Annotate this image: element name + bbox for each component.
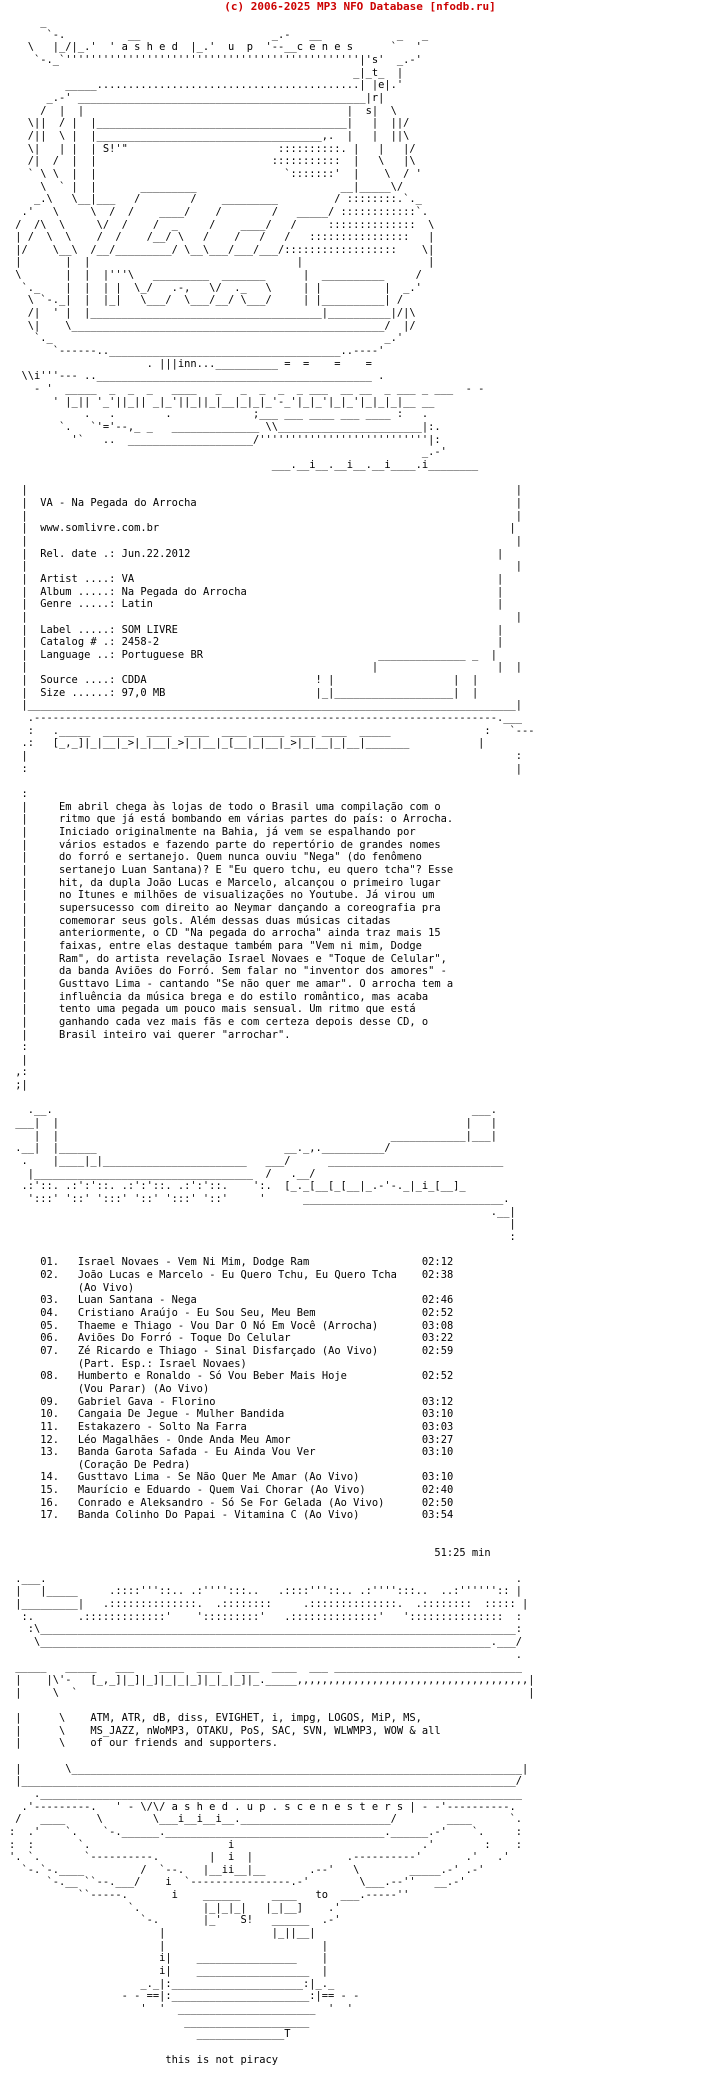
ascii-art-line: _._|:_____________________:|_._ xyxy=(140,1977,335,1990)
track-title: Cangaia De Jegue - Mulher Bandida xyxy=(77,1408,285,1421)
track-time: 02:59 xyxy=(421,1344,454,1357)
track-time: 03:27 xyxy=(421,1433,454,1446)
ascii-art-line: \| | | | S!'" ::::::::::. | | |/ xyxy=(27,142,416,155)
ascii-art-line: .__. ___. xyxy=(27,1104,497,1117)
ascii-art-line: /|| \ | |____________________________________,. | | ||\ xyxy=(27,129,410,142)
tracklist-row xyxy=(9,1282,422,1294)
description-line: Iniciado originalmente na Bahia, já vem se espalhando por xyxy=(59,826,416,838)
description-line: supersucesso com direito ao Neymar dançando a coreografia pra xyxy=(59,901,441,914)
track-number: 12. xyxy=(40,1433,60,1446)
ascii-art-line: |_________| .::::::::::::::. .:::::::: .::::::::::::::. .:::::::: ::::: | xyxy=(15,1598,529,1611)
nfo-document xyxy=(9,16,711,2096)
ascii-art-line: | |\'- [_,_]|_]|_]|_|_|_]|_|_|_]|_._____,,,,,,,,,,,,,,,,,,,,,,,,,,,,,,,,,,,,,| xyxy=(15,1673,535,1686)
ascii-art-line: | |_||__| xyxy=(159,1927,316,1940)
tracklist-row xyxy=(9,1446,453,1458)
track-number: 05. xyxy=(40,1319,60,1332)
track-time: 02:50 xyxy=(421,1496,454,1509)
ascii-art-line: | / \ \ / / /__/ \ / / / / :::::::::::::::: | xyxy=(15,231,435,244)
track-title: Maurício e Eduardo - Quem Vai Chorar (Ao Vivo) xyxy=(77,1484,366,1497)
ascii-art-line: |_______________________________________________________________________________/ xyxy=(15,1775,522,1788)
ascii-art-line: / /\ \ \/ / / _ / ____/ / :::::::::::::: \ xyxy=(15,218,435,231)
ascii-art-line: |/ \__\ /__/_________/ \__\___/___/___/:::::::::::::::::: \| xyxy=(15,243,435,256)
description-line: do forró e sertanejo. Quem nunca ouviu "Nega" (do fenômeno xyxy=(59,851,422,864)
description-line: faixas, entre elas destaque também para "Vem ni mim, Dodge xyxy=(59,939,422,952)
ascii-art-line: `. |_|_|_| |_|__] .' xyxy=(127,1901,341,1914)
track-title: (Ao Vivo) xyxy=(77,1281,135,1294)
label-value: SOM LIVRE xyxy=(121,623,178,636)
description-line: anteriormente, o CD "Na pegada do arrocha" ainda traz mais 15 xyxy=(59,927,441,940)
ascii-art-line: /| ' | |_____________________________________|__________|/|\ xyxy=(27,307,416,320)
description-line: da banda Aviões do Forró. Sem falar no "inventor dos amores" - xyxy=(59,965,447,978)
track-title: Thaeme e Thiago - Vou Dar O Nó Em Você (Arrocha) xyxy=(77,1319,379,1332)
tracklist-row xyxy=(9,1421,453,1433)
track-title: Gusttavo Lima - Se Não Quer Me Amar (Ao Vivo) xyxy=(77,1471,360,1484)
ascii-header-logo xyxy=(9,16,484,471)
ascii-art-line: | \ ` | xyxy=(15,1686,535,1699)
tracklist-row xyxy=(9,1370,453,1382)
ascii-art-line: | : xyxy=(21,750,522,763)
ascii-art-line: / | | | s| \ xyxy=(40,104,397,117)
ascii-art-line: \ `-._| | |_| \___/ \___/__/ \___/ | |__________| / xyxy=(27,294,404,307)
track-title: Israel Novaes - Vem Ni Mim, Dodge Ram xyxy=(77,1256,310,1269)
track-number: 06. xyxy=(40,1332,60,1345)
track-title: Gabriel Gava - Florino xyxy=(77,1395,216,1408)
ascii-art-line: i| __________________ | xyxy=(159,1965,329,1978)
tracklist-row xyxy=(9,1332,453,1344)
ascii-art-line: : .' `. `-.______.___________________________________.______.-' `. : xyxy=(9,1825,522,1838)
tracklist-row xyxy=(9,1509,453,1521)
ascii-art-line: ___| | | | xyxy=(15,1117,497,1130)
info-box: | | | VA - Na Pegada do Arrocha | | | | www.somlivre.com.br | | | | Rel. date .: Jun.22.2012 | | | | Artist ....: VA | | Album .....: Na Pegada do Arrocha | | Genre .....: Latin | | | | Label .....: SOM LIVRE | | Catalog # .: 2458-2 | | Language ..: Portuguese BR ______________ _ | | | | | | Source ....: CDDA ! | | | | Size ......: 97,0 MB |_|___________________| | |______________________________________________________________________________| xyxy=(21,484,522,712)
tracklist-row xyxy=(9,1320,453,1332)
ascii-art-line: ' |_|| '_'||_|| _|_'||_||_|__|_|_|_'-_'|_|_'|_|_'|_|_|_|__ __ xyxy=(52,395,435,408)
description-line: ganhando cada vez mais fãs e com certeza depois desse CD, o xyxy=(59,1015,429,1028)
track-number: 10. xyxy=(40,1408,60,1421)
ascii-art-line: .__| xyxy=(490,1205,516,1218)
tracklist-row xyxy=(9,1269,453,1281)
ascii-art-line: . |____|_|_______________________ ___/ ____________________________ xyxy=(21,1155,504,1168)
ascii-art-line: \|| / | |________________________________________| | ||/ xyxy=(27,117,410,130)
ascii-art-line: .__| |______ __._,.__________/ xyxy=(15,1142,391,1155)
track-title: Banda Garota Safada - Eu Ainda Vou Ver xyxy=(77,1446,316,1459)
description-line: Em abril chega às lojas de todo o Brasil uma compilação com o xyxy=(59,800,441,813)
track-time: 03:10 xyxy=(421,1446,454,1459)
track-title: Estakazero - Solto Na Farra xyxy=(77,1420,247,1433)
description-line: comemorar seus gols. Além dessas duas músicas citadas xyxy=(59,914,391,927)
album-label: Album .....: xyxy=(40,585,116,598)
total-time: 51:25 min xyxy=(434,1547,491,1560)
track-title: (Part. Esp.: Israel Novaes) xyxy=(77,1357,247,1370)
track-time: 03:10 xyxy=(421,1408,454,1421)
ascii-art-line: | | ____________|___| xyxy=(34,1129,497,1142)
ascii-art-line: \\i'''--- ..____________________________________________ . xyxy=(21,370,385,383)
source-value: CDDA xyxy=(121,674,147,687)
ascii-art-line: :\____________________________________________________________________________: xyxy=(27,1623,522,1636)
ascii-art-line: `-._`'''''''''''''''''''''''''''''''''''''''''''''''|'s' _.-' xyxy=(34,53,422,66)
ascii-art-line: . . . ;___ ___ ____ ___ ____ : . xyxy=(84,408,429,421)
track-title: Aviões Do Forró - Toque Do Celular xyxy=(77,1332,291,1345)
ascii-art-line: : | xyxy=(21,762,522,775)
rel-date-label: Rel. date .: xyxy=(40,547,116,560)
track-number: 14. xyxy=(40,1471,60,1484)
description-line: vários estados e fazendo parte do repertório de grandes nomes xyxy=(59,838,441,851)
release-title: VA - Na Pegada do Arrocha xyxy=(40,496,197,509)
track-time: 02:12 xyxy=(421,1256,454,1269)
ascii-art-line: i| ________________ | xyxy=(159,1952,329,1965)
ascii-art-line: - - ==|:______________________:|== - - xyxy=(121,1990,360,2003)
ascii-art-line: _.-' ______________________________________________|r| xyxy=(46,91,385,104)
ascii-art-line: _|_t_ | xyxy=(353,66,404,79)
ascii-art-line: ' ' ______________________ ' ' xyxy=(140,2003,354,2016)
ascii-footer xyxy=(9,1763,528,2041)
ascii-art-line: - ' _____ _ _ _ ____ _ _ _ _ _ ___ __ __ _ ___ _ ___ - - xyxy=(34,383,485,396)
ascii-art-line: `._ _.' xyxy=(34,332,404,345)
ascii-art-line: \________________________________________________________________________.___/ xyxy=(34,1636,522,1648)
size-value: 97,0 MB xyxy=(121,686,166,699)
track-number: 16. xyxy=(40,1496,60,1509)
description-line: tento uma pegada um pouco mais sensual. Um ritmo que está xyxy=(59,1003,416,1016)
ascii-art-line: . |||inn...__________ = = = = xyxy=(146,357,372,370)
artist-label: Artist ....: xyxy=(40,572,116,585)
description-line: Ram", do artista revelação Israel Novaes e "Toque de Celular", xyxy=(59,952,447,965)
ascii-art-line: \ ` | | _________ __|_____\/ xyxy=(40,180,404,193)
ascii-art-line: `-. __ _.- __ _ _ xyxy=(46,28,429,41)
track-title: João Lucas e Marcelo - Eu Quero Tchu, Eu Quero Tcha xyxy=(77,1268,397,1281)
track-title: Conrado e Aleksandro - Só Se For Gelada (Ao Vivo) xyxy=(77,1496,385,1509)
rel-date-value: Jun.22.2012 xyxy=(121,547,191,560)
description-line: influência da música brega e do estilo romântico, mas acaba xyxy=(59,990,429,1003)
ascii-art-line: | | | | | xyxy=(15,256,435,269)
tracklist-row xyxy=(9,1294,453,1306)
track-time: 02:52 xyxy=(421,1306,454,1319)
tracklist-row xyxy=(9,1459,422,1471)
ascii-art-line: \ |_/|_.' ' a s h e d |_.' u p '--__c e n e s ` ' xyxy=(27,41,422,54)
ascii-art-line: \ | | |'''\ _________ _______ | __________ / xyxy=(15,269,422,282)
tracklist-row xyxy=(9,1383,422,1395)
tracklist-row xyxy=(9,1307,453,1319)
tracklist-row xyxy=(9,1256,453,1268)
album-value: Na Pegada do Arrocha xyxy=(121,585,247,598)
ascii-art-line: `. `'='--,_ _ ______________ \\_______________________|:. xyxy=(59,421,441,433)
ascii-art-line: ``-----. i ______ ____ to ___.-----'' xyxy=(77,1889,410,1902)
track-time: 03:22 xyxy=(421,1332,454,1345)
track-time: 02:38 xyxy=(421,1268,454,1281)
track-number: 04. xyxy=(40,1306,60,1319)
description-line: no Itunes e milhões de visualizações no Youtube. Já virou um xyxy=(59,889,435,902)
track-number: 08. xyxy=(40,1370,60,1383)
ascii-art-line: .: [_,_]|_|__|_>|_|__|_>|_|__|_[__|_|__|_>|_|__|_|__|_______ | xyxy=(21,737,485,750)
greets-line: ATM, ATR, dB, diss, EVIGHET, i, impg, LOGOS, MiP, MS, xyxy=(90,1711,422,1724)
ascii-art-line: _____ _____ ___ ____ ____ ____ ____ ___ ______________________________ xyxy=(15,1661,522,1674)
ascii-art-line: ______________T xyxy=(196,2028,291,2041)
description-line: hit, da dupla João Lucas e Marcelo, alcançou o primeiro lugar xyxy=(59,876,441,889)
track-number: 07. xyxy=(40,1344,60,1357)
tracklist xyxy=(9,1256,453,1521)
ascii-art-line: '. `. `----------. | i | .----------' .' .' xyxy=(9,1851,510,1864)
track-title: Banda Colinho Do Papai - Vitamina C (Ao Vivo) xyxy=(77,1509,360,1522)
track-number: 01. xyxy=(40,1256,60,1269)
description-line: sertanejo Luan Santana)? E "Eu quero tchu, eu quero tcha"? Esse xyxy=(59,863,454,876)
tracklist-row xyxy=(9,1358,422,1370)
catalog-label: Catalog # .: xyxy=(40,636,116,649)
track-time: 03:12 xyxy=(421,1395,454,1408)
ascii-art-line: .--------------------------------------------------------------------------.___ xyxy=(27,712,522,725)
tracklist-row xyxy=(9,1434,453,1446)
ascii-art-line: `------.._____________________________________..----' xyxy=(52,345,385,358)
ascii-art-line: : : `. i .' : : xyxy=(9,1838,522,1851)
track-number: 17. xyxy=(40,1509,60,1522)
description-section: : | Em abril chega às lojas de todo o Brasil uma compilação com o | ritmo que já está bombando em várias partes do país: o Arrocha. | Iniciado originalmente na Bahia, já vem se espalhando por | vários estados e fazendo parte do repertório de grandes nomes | do forró e sertanejo. Quem nunca ouviu "Nega" (do fenômeno | sertanejo Luan Santana)? E "Eu quero tchu, eu quero tcha"? Esse | hit, da dupla João Lucas e Marcelo, alcançou o primeiro lugar | no Itunes e milhões de visualizações no Youtube. Já virou um | supersucesso com direito ao Neymar dançando a coreografia pra | comemorar seus gols. Além dessas duas músicas citadas | anteriormente, o CD "Na pegada do arrocha" ainda traz mais 15 | faixas, entre elas destaque também para "Vem ni mim, Dodge | Ram", do artista revelação Israel Novaes e "Toque de Celular", | da banda Aviões do Forró. Sem falar no "inventor dos amores" - | Gusttavo Lima - cantando "Se não quer me amar". O arrocha tem a | influência da música brega e do estilo romântico, mas acaba | tento uma pegada um pouco mais sensual. Um ritmo que está | ganhando cada vez mais fãs e com certeza depois desse CD, o | Brasil inteiro vai querer "arrochar". : | ,: ;| xyxy=(9,788,454,1092)
website: www.somlivre.com.br xyxy=(40,522,160,535)
artist-value: VA xyxy=(121,572,135,585)
tracklist-divider xyxy=(9,1104,516,1243)
track-number: 15. xyxy=(40,1484,60,1497)
ascii-art-line: `-.__ ``--.___/ i `----------------.-' \___.--'' __.-' xyxy=(46,1876,466,1889)
tracklist-row xyxy=(9,1345,453,1357)
catalog-value: 2458-2 xyxy=(121,636,160,649)
track-time: 03:10 xyxy=(421,1471,454,1484)
label-label: Label .....: xyxy=(40,623,116,636)
ascii-art-line: .'---------. ' - \/\/ a s h e d . u p . s c e n e s t e r s | - -'----------. xyxy=(21,1800,516,1813)
site-credit: (c) 2006-2025 MP3 NFO Database [nfodb.ru] xyxy=(224,0,496,13)
track-time: 03:54 xyxy=(421,1509,454,1522)
ascii-art-line: ._____________________________________________________________________________ xyxy=(34,1787,522,1800)
ascii-art-line: | | xyxy=(159,1939,329,1952)
ascii-art-line: .___. . xyxy=(15,1572,522,1585)
track-title: (Vou Parar) (Ao Vivo) xyxy=(77,1382,210,1395)
track-title: Luan Santana - Nega xyxy=(77,1294,197,1307)
source-label: Source ....: xyxy=(40,674,116,687)
ascii-art-line: | \________________________________________________________________________| xyxy=(15,1762,529,1775)
track-number: 02. xyxy=(40,1268,60,1281)
track-number: 03. xyxy=(40,1294,60,1307)
ascii-art-line: ` \ \ | | `:::::::' | \ / ' xyxy=(27,167,422,180)
ascii-art-line: ':::' '::' ':::' '::' ':::' '::' ' ________________________________. xyxy=(27,1193,510,1206)
description-line: Gusttavo Lima - cantando "Se não quer me amar". O arrocha tem a xyxy=(59,977,454,990)
ascii-art-line: _ xyxy=(40,16,47,28)
ascii-art-line: | xyxy=(509,1218,516,1231)
tracklist-row xyxy=(9,1408,453,1420)
not-piracy-text: this is not piracy xyxy=(165,2053,279,2066)
ascii-art-line: |___________________________________ / .__/ xyxy=(27,1167,316,1180)
track-number: 09. xyxy=(40,1395,60,1408)
ascii-art-line: ___.__i__.__i__.__i____.i________ xyxy=(271,458,479,471)
tracklist-row xyxy=(9,1396,453,1408)
ascii-art-line: _.-' xyxy=(421,446,447,459)
track-time: 02:52 xyxy=(421,1370,454,1383)
ascii-art-line: : ._____ _____ ____ ____ ____ _____ ____ ____ _____ : `--- xyxy=(27,724,535,737)
description-divider xyxy=(9,712,534,775)
ascii-art-line: /| / | | ::::::::::: | \ |\ xyxy=(27,155,416,168)
tracklist-row xyxy=(9,1497,453,1509)
greets-divider xyxy=(9,1573,534,1699)
genre-label: Genre .....: xyxy=(40,598,116,611)
track-number: 13. xyxy=(40,1446,60,1459)
ascii-art-line: `-. |_' S! ______ .-' xyxy=(140,1914,341,1927)
track-title: Zé Ricardo e Thiago - Sinal Disfarçado (Ao Vivo) xyxy=(77,1344,379,1357)
ascii-art-line: . xyxy=(515,1648,522,1661)
track-title: Cristiano Araújo - Eu Sou Seu, Meu Bem xyxy=(77,1306,316,1319)
ascii-art-line: / ____ \ \___i__i__i__.________________________/ ____ `. xyxy=(15,1813,522,1826)
description-line: Brasil inteiro vai querer "arrochar". xyxy=(59,1028,291,1041)
ascii-art-line: _.\ \__|___ / / _________ / ::::::::.`._ xyxy=(34,193,422,206)
ascii-art-line: ____________________ xyxy=(184,2015,310,2028)
ascii-art-line: '` .. ____________________/'''''''''''''''''''''''''''|: xyxy=(71,433,441,446)
track-title: Léo Magalhães - Onde Anda Meu Amor xyxy=(77,1433,291,1446)
ascii-art-line: `._ | | | | \_/ .-, \/ ._ \ | | | _.' xyxy=(21,281,422,294)
ascii-art-line: .' \ \ / / ____/ / / _____/ ::::::::::::`. xyxy=(21,205,429,218)
ascii-art-line: \| \__________________________________________________/ |/ xyxy=(27,319,416,332)
track-number: 11. xyxy=(40,1420,60,1433)
track-time: 02:40 xyxy=(421,1484,454,1497)
tracklist-row xyxy=(9,1471,453,1483)
track-title: Humberto e Ronaldo - Só Vou Beber Mais Hoje xyxy=(77,1370,347,1383)
track-time: 03:08 xyxy=(421,1319,454,1332)
ascii-art-line: | |_____ .::::'''::.. .:'''':::.. .::::'''::.. .:'''':::.. ..:'''''':: | xyxy=(15,1585,522,1598)
ascii-art-line: _____..........................................| |e|.' xyxy=(65,79,404,92)
ascii-art-line: .:'::. .:':'::. .:':'::. .:':'::. ':. [_._[__[_[__|_.-'-._|_i_[__]_ xyxy=(21,1180,466,1193)
track-time: 02:46 xyxy=(421,1294,454,1307)
tracklist-row xyxy=(9,1484,453,1496)
genre-value: Latin xyxy=(121,598,153,611)
size-label: Size ......: xyxy=(40,686,116,699)
description-line: ritmo que já está bombando em várias partes do país: o Arrocha. xyxy=(59,813,454,826)
language-label: Language ..: xyxy=(40,648,116,661)
track-title: (Coração De Pedra) xyxy=(77,1458,191,1471)
greets-section: | \ ATM, ATR, dB, diss, EVIGHET, i, impg, LOGOS, MiP, MS, | \ MS_JAZZ, nWoMP3, OTAKU, PoS, SAC, SVN, WLWMP3, WOW & all | \ of our friends and supporters. xyxy=(9,1711,441,1750)
greets-line: of our friends and supporters. xyxy=(90,1737,278,1750)
ascii-art-line: : xyxy=(509,1231,516,1243)
ascii-art-line: :. .:::::::::::::' ':::::::::' .::::::::::::::' '::::::::::::::: : xyxy=(21,1610,522,1623)
ascii-art-line: `-.`-.____ / `--. |__ii__|__ .--' \ _____.-' .-' xyxy=(21,1863,485,1876)
greets-line: MS_JAZZ, nWoMP3, OTAKU, PoS, SAC, SVN, WLWMP3, WOW & all xyxy=(90,1724,441,1737)
track-time: 03:03 xyxy=(421,1420,454,1433)
language-value: Portuguese BR xyxy=(121,648,203,661)
